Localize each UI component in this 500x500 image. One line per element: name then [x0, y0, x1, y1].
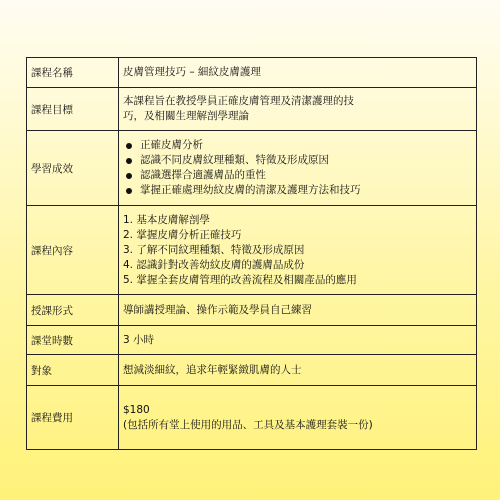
fee-note: (包括所有堂上使用的用品、工具及基本護理套裝一份) — [123, 418, 373, 431]
row-outcomes — [27, 131, 476, 206]
row-hours — [27, 326, 476, 355]
course-name-value: 皮膚管理技巧 – 細紋皮膚護理 — [123, 66, 261, 78]
row-course-name — [27, 58, 476, 88]
format-value: 導師講授理論、操作示範及學員自己練習 — [123, 303, 312, 316]
course-info-table — [26, 57, 477, 450]
row-content — [27, 206, 476, 295]
fee-label: 課程費用 — [27, 386, 119, 449]
outcome-item: 掌握正確處理幼紋皮膚的清潔及護理方法和技巧 — [123, 183, 472, 198]
objective-line-1: 本課程旨在教授學員正確皮膚管理及清潔護理的技 — [123, 95, 354, 107]
outcome-item: 正確皮膚分析 — [123, 138, 472, 153]
outcome-item: 認識選擇合適護膚品的重性 — [123, 168, 472, 183]
row-audience — [27, 355, 476, 386]
bullet-icon — [126, 173, 132, 179]
row-objective — [27, 88, 476, 131]
bullet-icon — [126, 158, 132, 164]
outcome-item: 認識不同皮膚紋理種類、特徵及形成原因 — [123, 153, 472, 168]
outcomes-label: 學習成效 — [27, 131, 119, 205]
content-item: 3. 了解不同紋理種類、特徵及形成原因 — [123, 243, 305, 256]
row-fee — [27, 386, 476, 449]
format-label: 授課形式 — [27, 295, 119, 325]
audience-value: 想減淡細紋，追求年輕緊緻肌膚的人士 — [123, 363, 302, 376]
objective-label: 課程目標 — [27, 88, 119, 130]
content-item: 4. 認識針對改善幼紋皮膚的護膚品成份 — [123, 258, 305, 271]
hours-value: 3 小時 — [123, 333, 155, 346]
content-label: 課程內容 — [27, 206, 119, 294]
hours-label: 課堂時數 — [27, 326, 119, 354]
content-list — [123, 213, 472, 288]
content-item: 5. 掌握全套皮膚管理的改善流程及相關產品的應用 — [123, 273, 357, 286]
content-item: 2. 掌握皮膚分析正確技巧 — [123, 228, 242, 241]
fee-price: $180 — [123, 403, 150, 416]
outcomes-list — [123, 138, 472, 198]
course-name-label: 課程名稱 — [27, 58, 119, 87]
bullet-icon — [126, 143, 132, 149]
row-format — [27, 295, 476, 326]
bullet-icon — [126, 188, 132, 194]
objective-line-2: 巧，及相關生理解剖學理論 — [123, 110, 249, 122]
audience-label: 對象 — [27, 355, 119, 385]
content-item: 1. 基本皮膚解剖學 — [123, 213, 210, 226]
